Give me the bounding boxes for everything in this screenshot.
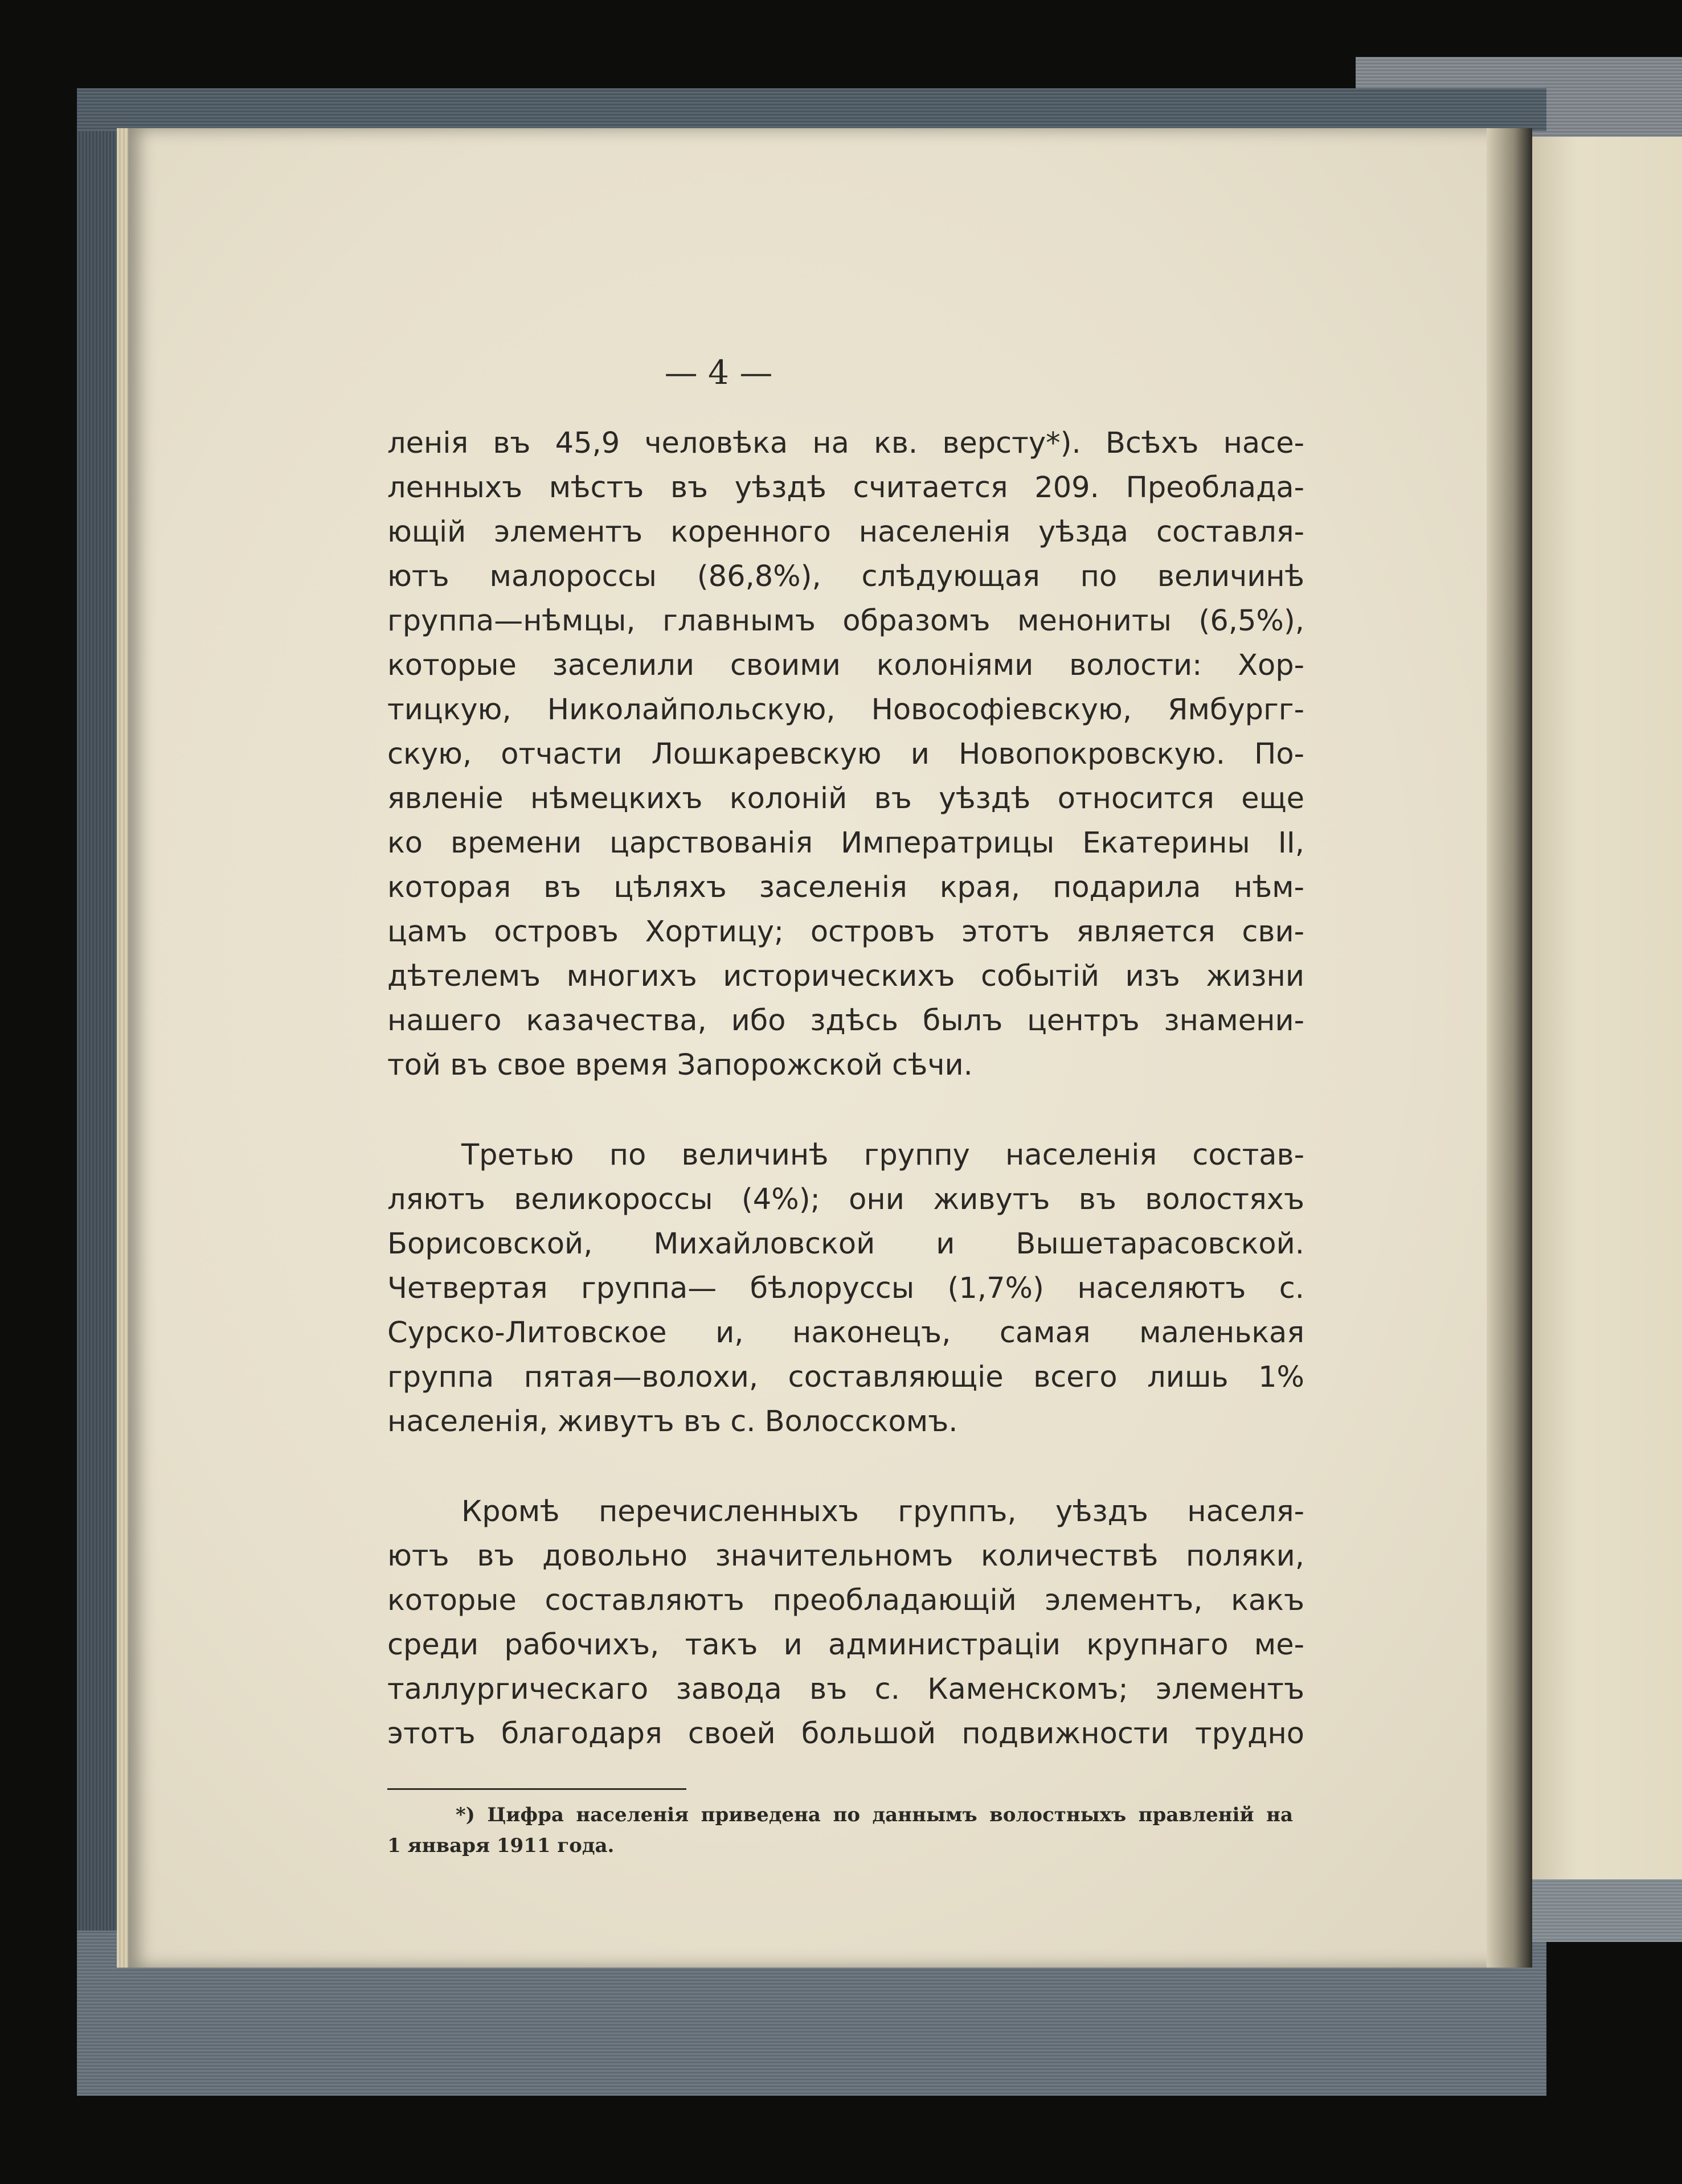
paragraph-2 <box>387 1133 1304 1444</box>
facing-page <box>1532 137 1682 1879</box>
text-line: той въ свое время Запорожской сѣчи. <box>387 1048 973 1082</box>
text-line: Сурско-Литовское и, наконецъ, самая маленькая <box>387 1316 1304 1350</box>
text-line: ко времени царствованія Императрицы Екатерины II, <box>387 826 1304 860</box>
text-line: ляютъ великороссы (4%); они живутъ въ волостяхъ <box>387 1183 1304 1216</box>
text-line: среди рабочихъ, такъ и администраціи крупнаго ме- <box>387 1628 1304 1662</box>
text-line: ленныхъ мѣстъ въ уѣздѣ считается 209. Преоблада- <box>387 471 1304 505</box>
text-line: группа—нѣмцы, главнымъ образомъ менониты (6,5%), <box>387 604 1304 638</box>
text-line: которые заселили своими колоніями волости: Хор- <box>387 649 1304 682</box>
text-line: Третью по величинѣ группу населенія состав- <box>461 1138 1304 1172</box>
text-line: этотъ благодаря своей большой подвижности трудно <box>387 1717 1304 1751</box>
page-number: — 4 — <box>664 353 773 392</box>
text-line: группа пятая—волохи, составляющіе всего лишь 1% <box>387 1361 1304 1394</box>
footnote <box>387 1800 1293 1861</box>
paragraph-gap <box>387 1088 1304 1133</box>
text-line: скую, отчасти Лошкаревскую и Новопокровскую. По- <box>387 737 1304 771</box>
text-line: ющій элементъ коренного населенія уѣзда составля- <box>387 515 1304 549</box>
text-line: явленіе нѣмецкихъ колоній въ уѣздѣ относится еще <box>387 782 1304 816</box>
text-line: тицкую, Николайпольскую, Новософіевскую, Ямбургг- <box>387 693 1304 727</box>
text-line: Кромѣ перечисленныхъ группъ, уѣздъ населя- <box>461 1495 1304 1529</box>
text-line: населенія, живутъ въ с. Волосскомъ. <box>387 1405 958 1439</box>
text-line: ютъ въ довольно значительномъ количествѣ поляки, <box>387 1539 1304 1573</box>
page-edges <box>117 128 129 1968</box>
paragraph-3 <box>387 1490 1304 1756</box>
page-gutter <box>1487 128 1532 1968</box>
text-line: ленія въ 45,9 человѣка на кв. версту*). Всѣхъ насе- <box>387 427 1304 460</box>
book-cover-top-edge <box>77 88 1546 131</box>
text-line: которые составляютъ преобладающій элементъ, какъ <box>387 1584 1304 1617</box>
text-line: нашего казачества, ибо здѣсь былъ центръ знамени- <box>387 1004 1304 1038</box>
paragraph-gap <box>387 1444 1304 1490</box>
footnote-line: *) Цифра населенія приведена по даннымъ волостныхъ правленій на <box>456 1804 1293 1826</box>
text-line: которая въ цѣляхъ заселенія края, подарила нѣм- <box>387 871 1304 904</box>
text-line: дѣтелемъ многихъ историческихъ событій изъ жизни <box>387 960 1304 993</box>
paragraph-1 <box>387 421 1304 1088</box>
text-line: цамъ островъ Хортицу; островъ этотъ является сви- <box>387 915 1304 949</box>
footnote-line: 1 января 1911 года. <box>387 1834 615 1857</box>
text-line: таллургическаго завода въ с. Каменскомъ; элементъ <box>387 1673 1304 1706</box>
text-line: Борисовской, Михайловской и Вышетарасовской. <box>387 1227 1304 1261</box>
page-body <box>387 421 1304 1756</box>
text-line: ютъ малороссы (86,8%), слѣдующая по величинѣ <box>387 560 1304 593</box>
footnote-rule <box>387 1788 686 1790</box>
text-line: Четвертая группа— бѣлоруссы (1,7%) населяютъ с. <box>387 1272 1304 1305</box>
